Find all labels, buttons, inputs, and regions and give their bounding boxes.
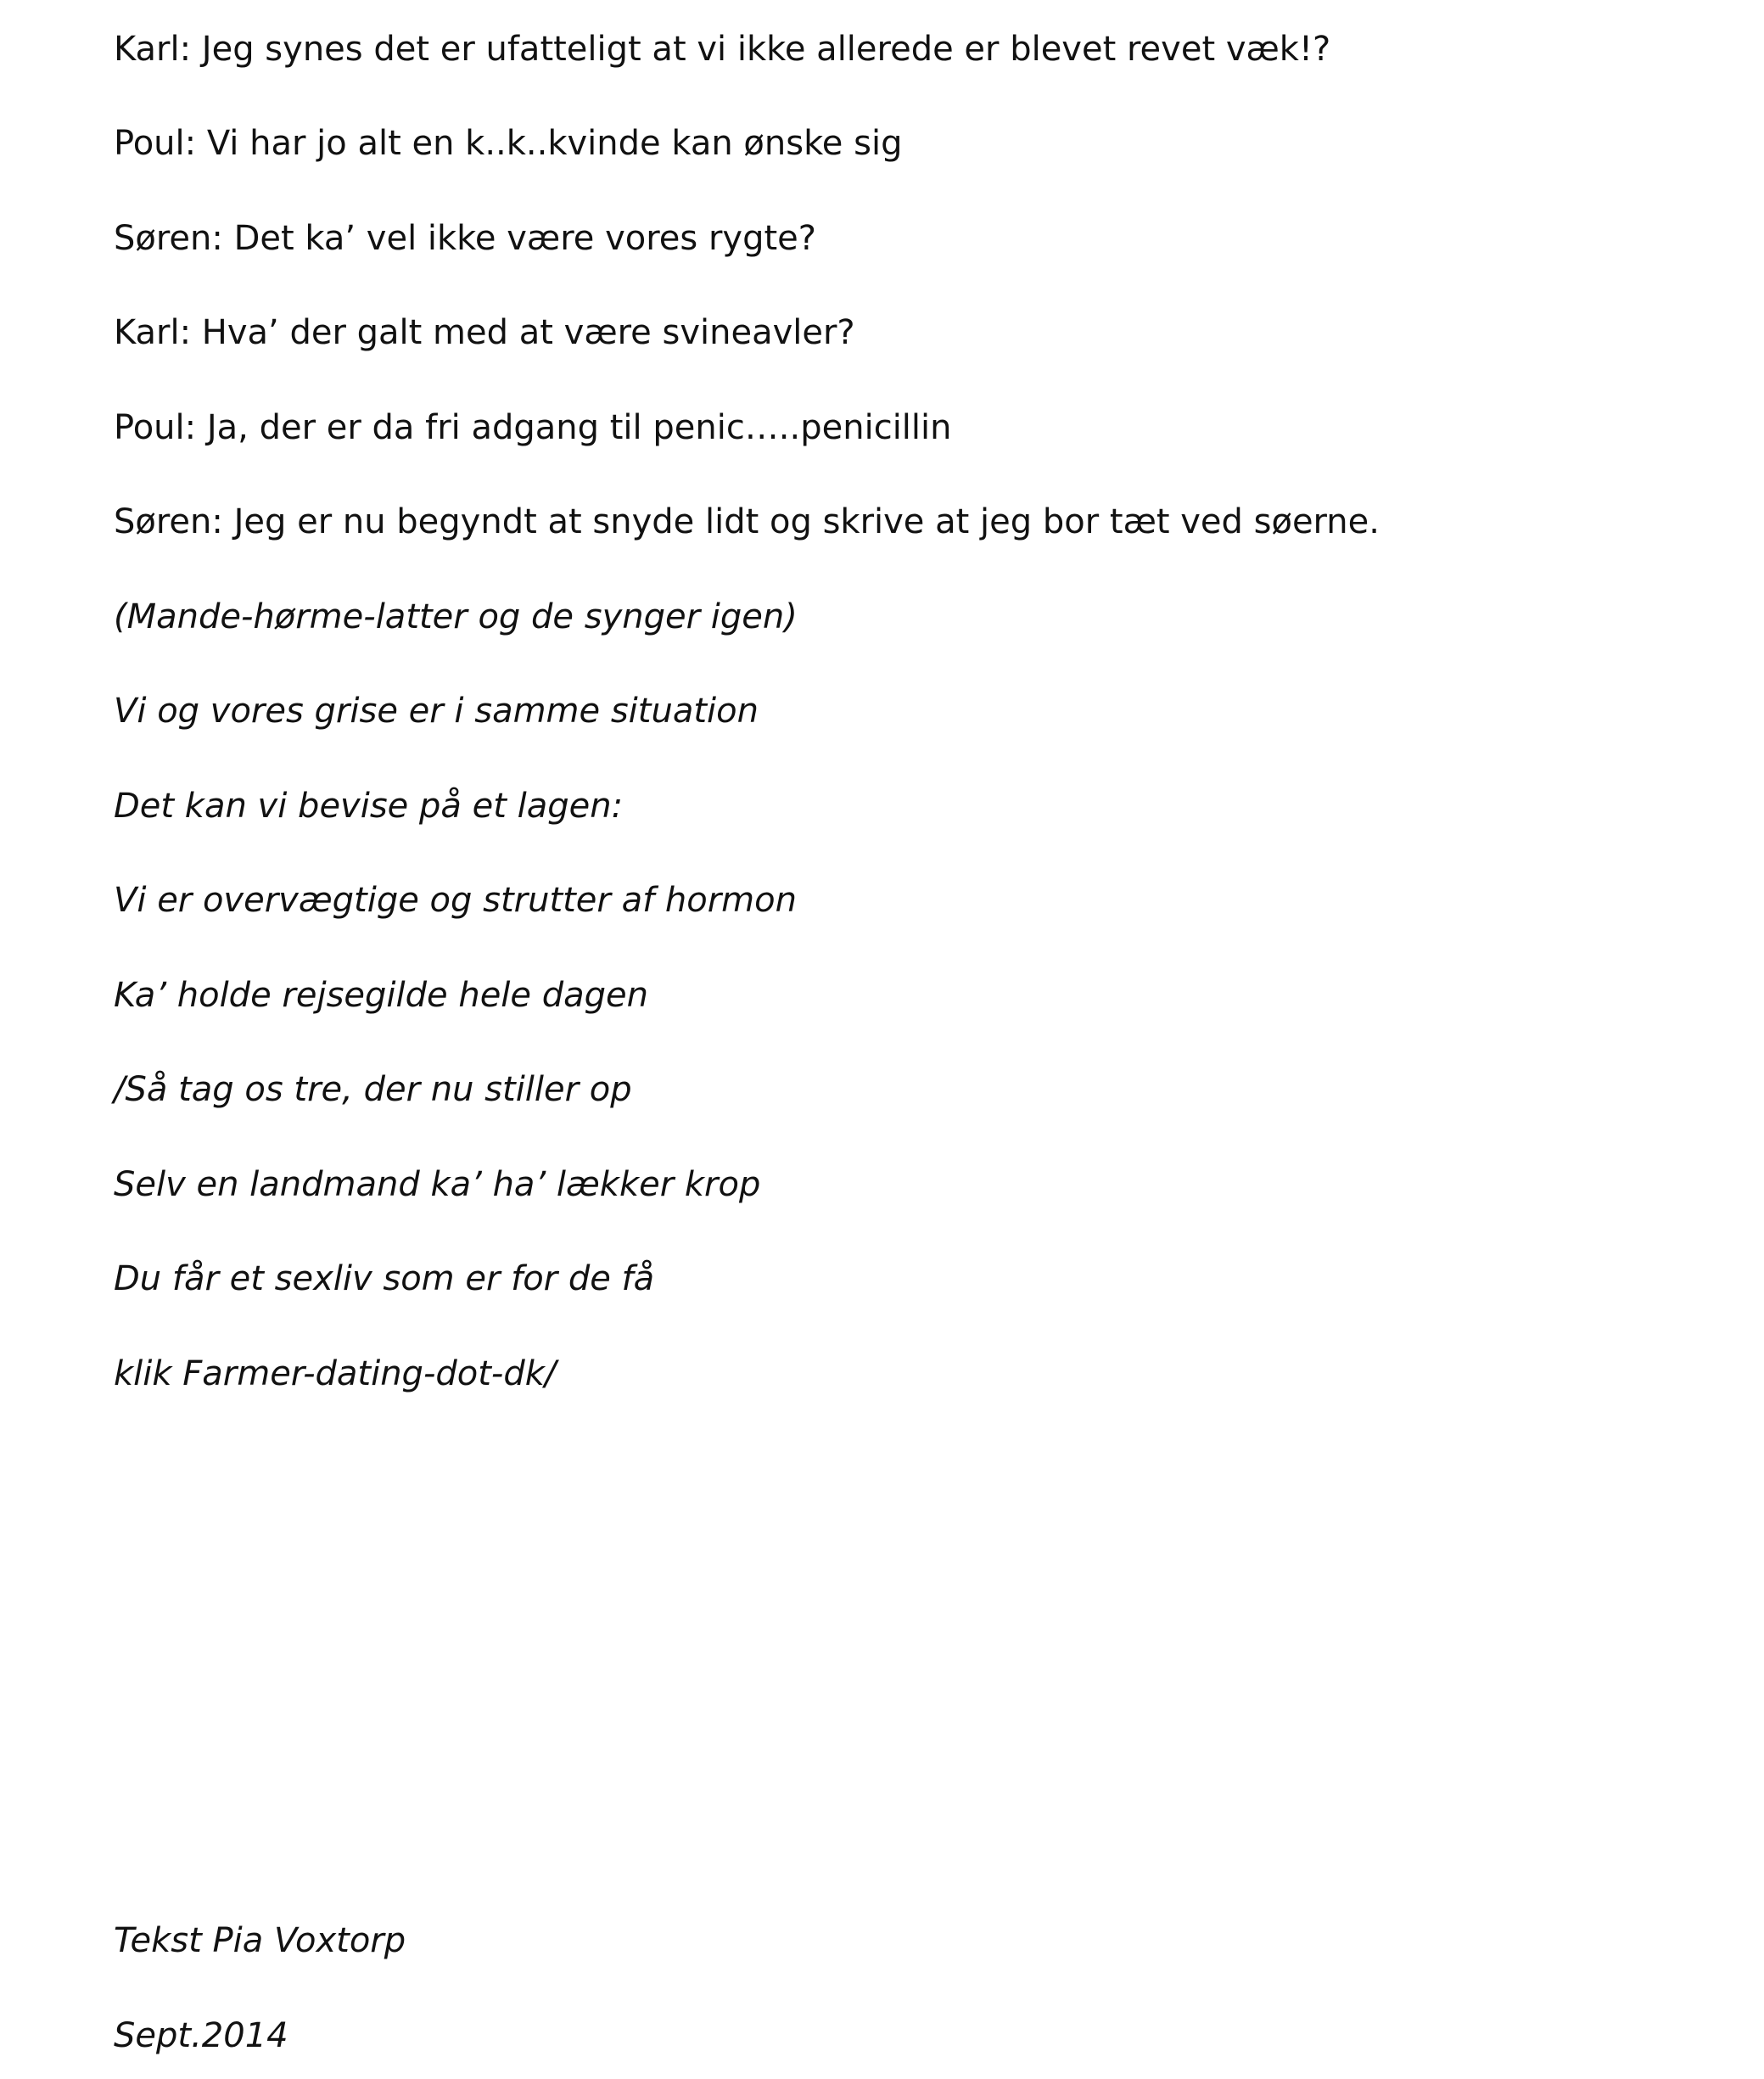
dialogue-line-soren-2: Søren: Jeg er nu begyndt at snyde lidt og skrive at jeg bor tæt ved søerne. <box>114 502 1380 541</box>
song-line-8: klik Farmer-dating-dot-dk/ <box>114 1354 557 1393</box>
song-line-2: Det kan vi bevise på et lagen: <box>114 787 624 826</box>
credit-author: Tekst Pia Voxtorp <box>114 1921 406 1960</box>
song-line-3: Vi er overvægtige og strutter af hormon <box>114 881 797 920</box>
dialogue-line-soren-1: Søren: Det ka’ vel ikke være vores rygte? <box>114 219 816 258</box>
song-line-1: Vi og vores grise er i samme situation <box>114 692 759 731</box>
dialogue-line-poul-2: Poul: Ja, der er da fri adgang til penic…..penicillin <box>114 408 952 447</box>
song-line-6: Selv en landmand ka’ ha’ lækker krop <box>114 1165 761 1204</box>
song-line-7: Du får et sexliv som er for de få <box>114 1259 655 1298</box>
stage-direction: (Mande-hørme-latter og de synger igen) <box>114 597 798 636</box>
credit-date: Sept.2014 <box>114 2016 288 2055</box>
dialogue-line-poul-1: Poul: Vi har jo alt en k..k..kvinde kan ønske sig <box>114 124 903 163</box>
dialogue-line-karl-1: Karl: Jeg synes det er ufatteligt at vi ikke allerede er blevet revet væk!? <box>114 30 1331 69</box>
song-line-4: Ka’ holde rejsegilde hele dagen <box>114 976 648 1015</box>
song-line-5: /Så tag os tre, der nu stiller op <box>114 1070 632 1109</box>
dialogue-line-karl-2: Karl: Hva’ der galt med at være svineavler? <box>114 313 855 352</box>
